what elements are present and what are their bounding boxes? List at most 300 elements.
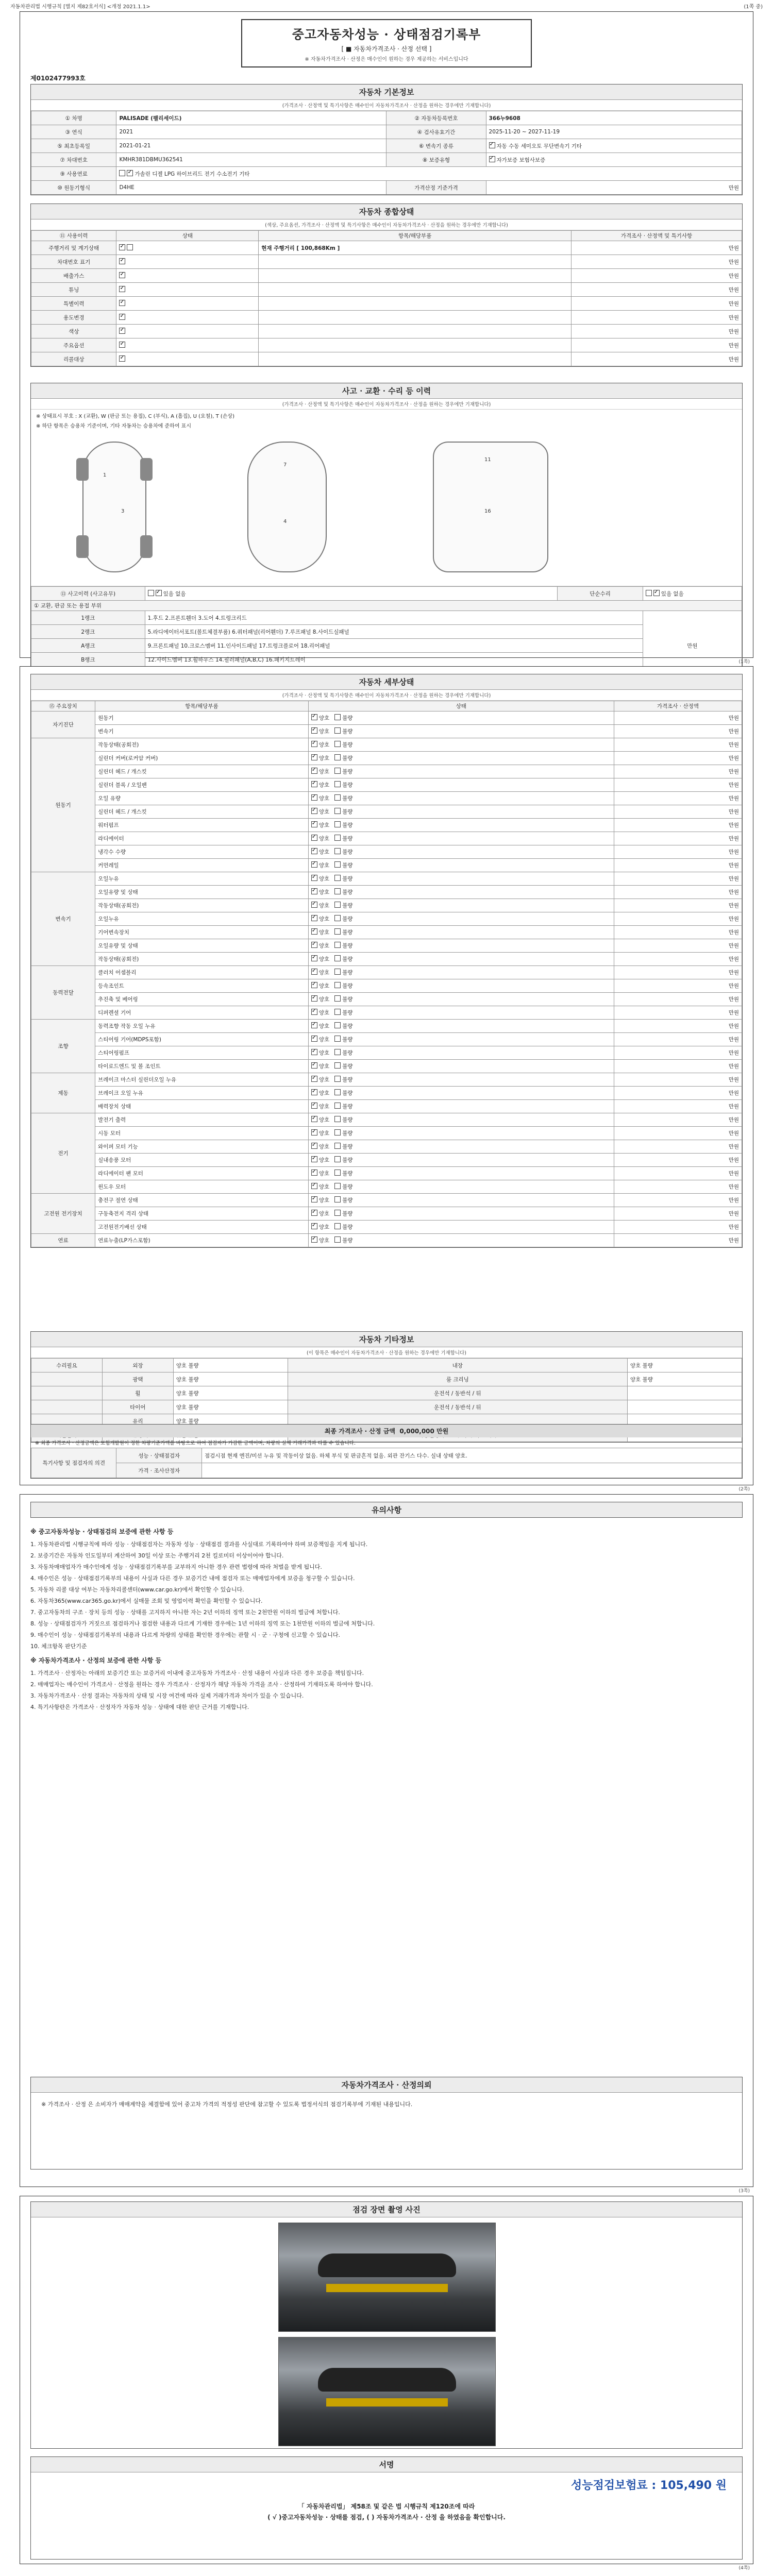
checkbox [334, 1103, 341, 1109]
price-cell: 만원 [614, 765, 742, 778]
state-cell [308, 725, 614, 738]
page-mark: (3쪽) [738, 2189, 750, 2194]
other-cell: 양호 불량 [627, 1372, 742, 1386]
state-cell [116, 325, 259, 338]
state-option: ✓ 양호 [311, 1010, 329, 1016]
state-option: ✓ 양호 [311, 876, 329, 882]
price-cell: 만원 [614, 1100, 742, 1113]
table-row [31, 1167, 742, 1180]
table-row [31, 926, 742, 939]
item-cell [259, 297, 572, 311]
value-fuel: ✓ 가솔린 디젤 LPG 하이브리드 전기 수소전기 기타 [116, 167, 742, 181]
checkbox [119, 170, 125, 176]
checkbox [119, 342, 125, 348]
item-label: 클러치 어셈블리 [95, 966, 309, 979]
item-cell [259, 283, 572, 297]
detail-table [31, 701, 742, 1247]
item-label: 실린더 블록 / 오일팬 [95, 778, 309, 792]
label-first-reg: ⑤ 최초등록일 [31, 139, 116, 153]
checkbox [311, 1143, 317, 1149]
checkbox [334, 942, 341, 948]
state-cell [308, 859, 614, 872]
state-option: ✓ 양호 [311, 1037, 329, 1043]
table-row [31, 587, 742, 601]
price-cell: 만원 [614, 1113, 742, 1127]
item-label: 타이로드엔드 및 볼 조인트 [95, 1060, 309, 1073]
table-header-row [31, 231, 742, 241]
price-cell: 만원 [614, 1234, 742, 1247]
checkbox [334, 1223, 341, 1229]
item-label: 실내송풍 모터 [95, 1154, 309, 1167]
state-option: ✓ 양호 [311, 1211, 329, 1217]
other-cell: 양호 불량 [173, 1414, 288, 1428]
price-cell: 만원 [614, 953, 742, 966]
state-cell [116, 311, 259, 325]
mileage-value: 현재 주행거리 [ 100,868Km ] [259, 241, 572, 255]
checkbox [311, 969, 317, 975]
state-option: 불량 [334, 970, 352, 976]
price-cell: 만원 [614, 899, 742, 912]
device-label: 자기진단 [31, 711, 95, 738]
value-car-name: PALISADE (팰리세이드) [116, 111, 386, 125]
checkbox [334, 1170, 341, 1176]
checkbox [334, 781, 341, 787]
checkbox [334, 1143, 341, 1149]
state-cell [308, 886, 614, 899]
state-option: ✓ 양호 [311, 956, 329, 962]
rank-items: 12.사이드멤버 13.휠하우스 14.필러패널(A,B,C) 16.패키지트레이 [145, 653, 643, 667]
table-row [31, 939, 742, 953]
state-cell [308, 953, 614, 966]
price-cell: 만원 [614, 1060, 742, 1073]
price-cell: 만원 [614, 845, 742, 859]
page-indicator: (1쪽 중) [744, 4, 763, 10]
notice-item: 3. 자동차가격조사 · 산정 결과는 자동차의 상태 및 시장 여건에 따라 실제 거래가격과 차이가 있을 수 있습니다. [30, 1692, 304, 1699]
checkbox [334, 982, 341, 988]
item-label: 실린더 헤드 / 개스킷 [95, 805, 309, 819]
label-year: ③ 연식 [31, 125, 116, 139]
state-option: 불량 [334, 1050, 352, 1056]
signature-line-1: 「 자동차관리법」 제58조 및 같은 법 시행규칙 제120조에 따라 [298, 2503, 475, 2510]
checkbox [311, 1062, 317, 1069]
item-cell [259, 311, 572, 325]
checkbox [119, 258, 125, 264]
checkbox [334, 888, 341, 894]
notice-item: 6. 자동차365(www.car365.go.kr)에서 실매물 조회 및 영업이력 확인을 확인할 수 있습니다. [30, 1597, 263, 1604]
table-row [31, 1127, 742, 1140]
page-mark: (1쪽) [738, 659, 750, 665]
checkbox [311, 1103, 317, 1109]
item-label: 용도변경 [31, 311, 116, 325]
state-option: 불량 [334, 862, 352, 869]
table-row [31, 845, 742, 859]
page-2 [20, 666, 753, 1492]
state-option: 불량 [334, 715, 352, 721]
other-info-note: (이 항목은 매수인이 자동차가격조사 · 산정을 원하는 경우에만 기재합니다) [31, 1347, 742, 1358]
item-label: 리콜대상 [31, 352, 116, 366]
state-option: ✓ 양호 [311, 769, 329, 775]
item-cell [259, 352, 572, 366]
special-text1: 점검시점 현재 엔진/미션 누유 및 작동이상 없음. 하체 부식 및 판금흔적 없음. 외관 잔기스 다수. 실내 상태 양호. [201, 1448, 742, 1463]
table-row [31, 1087, 742, 1100]
checkbox [311, 928, 317, 935]
state-option: ✓ 양호 [311, 1224, 329, 1230]
checkbox [119, 328, 125, 334]
device-label: 동력전달 [31, 966, 95, 1020]
item-label: 커먼레일 [95, 859, 309, 872]
checkbox [334, 1129, 341, 1136]
table-row [31, 1020, 742, 1033]
value-vin: KMHR381DBMU362541 [116, 153, 386, 167]
state-option: ✓ 양호 [311, 1238, 329, 1244]
checkbox [119, 272, 125, 278]
item-label: 구동축전지 격리 상태 [95, 1207, 309, 1221]
checkbox [489, 156, 495, 162]
state-cell [308, 1167, 614, 1180]
rank-items: 1.후드 2.프론트휀더 3.도어 4.트렁크리드 [145, 611, 643, 625]
state-option: ✓ 양호 [311, 822, 329, 828]
checkbox [311, 1076, 317, 1082]
notice-item: 4. 특기사항란은 가격조사 · 산정자가 자동차 성능 · 상태에 대한 판단 근거를 기재합니다. [30, 1703, 249, 1710]
price-cell: 만원 [614, 792, 742, 805]
checkbox [334, 1210, 341, 1216]
state-cell [308, 805, 614, 819]
price-cell: 만원 [614, 1033, 742, 1046]
state-option: 불량 [334, 728, 352, 735]
price-cell: 만원 [614, 1046, 742, 1060]
item-label: 배력장치 상태 [95, 1100, 309, 1113]
checkbox [127, 244, 133, 250]
checkbox [311, 848, 317, 854]
checkbox [119, 244, 125, 250]
price-cell: 만원 [572, 338, 742, 352]
price-cell: 만원 [572, 269, 742, 283]
photo-section [30, 2201, 743, 2449]
value-simple-repair: ✓ 있음 없음 [643, 587, 742, 601]
form-reference-line [10, 2, 763, 9]
other-cell: 양호 불량 [173, 1400, 288, 1414]
item-label: 오일 유량 [95, 792, 309, 805]
other-cell [31, 1400, 103, 1414]
other-cell [31, 1386, 103, 1400]
state-option: ✓ 양호 [311, 889, 329, 895]
checkbox [311, 835, 317, 841]
table-row [31, 255, 742, 269]
table-row [31, 167, 742, 181]
rank-label: B랭크 [31, 653, 145, 667]
state-option: 불량 [334, 782, 352, 788]
device-label: 고전원 전기장치 [31, 1194, 95, 1234]
document-note: ※ 자동차가격조사 · 산정은 매수인이 원하는 경우 제공하는 서비스입니다 [305, 57, 468, 62]
checkbox [334, 808, 341, 814]
checkbox [334, 1009, 341, 1015]
state-cell [308, 979, 614, 993]
notice-heading-2: ※ 자동차가격조사 · 산정의 보증에 관한 사항 등 [30, 1657, 162, 1665]
col-item: 항목/해당부품 [259, 231, 572, 241]
state-cell [308, 752, 614, 765]
checkbox [311, 821, 317, 827]
checkbox [653, 590, 660, 596]
item-cell [259, 255, 572, 269]
value-warranty: ✓ 자가보증 보험사보증 [486, 153, 742, 167]
item-label: 오일누유 [95, 872, 309, 886]
other-cell [627, 1400, 742, 1414]
state-option: 불량 [334, 1197, 352, 1204]
price-cell: 만원 [614, 939, 742, 953]
checkbox [311, 1210, 317, 1216]
item-label: 등속조인트 [95, 979, 309, 993]
state-cell [308, 1127, 614, 1140]
item-label: 실린더 헤드 / 개스킷 [95, 765, 309, 778]
checkbox [334, 928, 341, 935]
price-cell: 만원 [572, 255, 742, 269]
price-cell: 만원 [614, 1207, 742, 1221]
checkbox [311, 888, 317, 894]
state-option: ✓ 양호 [311, 862, 329, 869]
car-diagram: 1 3 7 4 11 16 [31, 431, 742, 586]
notice-body [20, 1518, 753, 1718]
state-option: 불량 [334, 1224, 352, 1230]
other-cell: 양호 불량 [173, 1359, 288, 1372]
device-label: 전기 [31, 1113, 95, 1194]
table-row [31, 859, 742, 872]
state-cell [308, 926, 614, 939]
table-row [31, 653, 742, 667]
item-label: 충전구 절연 상태 [95, 1194, 309, 1207]
table-row [31, 1073, 742, 1087]
state-option: ✓ 양호 [311, 809, 329, 815]
document-number: 제0102477993호 [30, 75, 86, 82]
price-cell: 만원 [614, 1140, 742, 1154]
table-row [31, 153, 742, 167]
price-cell: 만원 [572, 241, 742, 255]
price-cell: 만원 [614, 1127, 742, 1140]
price-cell: 만원 [572, 283, 742, 297]
checkbox [311, 754, 317, 760]
state-cell [308, 1020, 614, 1033]
accident-legend-2: ※ 하단 항목은 승용차 기준이며, 기타 자동차는 승용차에 준하여 표시 [36, 423, 191, 429]
checkbox [127, 170, 133, 176]
state-option: ✓ 양호 [311, 1104, 329, 1110]
item-label: 주행거리 및 계기상태 [31, 241, 116, 255]
state-cell [308, 1033, 614, 1046]
table-row [31, 1448, 742, 1463]
checkbox [334, 821, 341, 827]
table-row [31, 711, 742, 725]
label-inspection-period: ④ 검사유효기간 [386, 125, 486, 139]
other-cell: 외장 [102, 1359, 173, 1372]
document-subtitle: [ ■ 자동차가격조사 · 산정 선택 ] [341, 45, 432, 53]
state-option: ✓ 양호 [311, 755, 329, 761]
accident-note: (가격조사 · 산정액 및 특기사항은 매수인이 자동차가격조사 · 산정을 원하는 경우에만 기재합니다) [31, 399, 742, 410]
other-cell: 수리필요 [31, 1359, 103, 1372]
checkbox [156, 590, 162, 596]
col-state: 상태 [116, 231, 259, 241]
table-row [31, 1207, 742, 1221]
table-row [31, 611, 742, 625]
other-cell: 타이어 [102, 1400, 173, 1414]
price-cell: 만원 [614, 993, 742, 1006]
table-row [31, 1006, 742, 1020]
state-cell [308, 1154, 614, 1167]
notice-list-2 [30, 1669, 743, 1711]
other-cell: 내장 [288, 1359, 627, 1372]
detail-body [31, 711, 742, 1247]
table-row [31, 297, 742, 311]
price-cell: 만원 [614, 1087, 742, 1100]
checkbox [334, 754, 341, 760]
value-engine: D4HE [116, 181, 386, 195]
price-cell: 만원 [614, 805, 742, 819]
state-cell [308, 966, 614, 979]
table-row [31, 993, 742, 1006]
checkbox [334, 902, 341, 908]
accident-title: 사고 · 교환 · 수리 등 이력 [31, 383, 742, 399]
state-cell [308, 912, 614, 926]
state-option: ✓ 양호 [311, 795, 329, 802]
other-cell: 양호 불량 [173, 1372, 288, 1386]
checkbox [334, 1236, 341, 1243]
col-device: ⑮ 주요장치 [31, 701, 95, 711]
item-label: 기어변속장치 [95, 926, 309, 939]
final-price-section [30, 1424, 743, 1479]
item-label: 연료누출(LP가스포함) [95, 1234, 309, 1247]
state-option: ✓ 양호 [311, 1063, 329, 1070]
state-cell [308, 1100, 614, 1113]
request-text: ※ 가격조사 · 산정 은 소비자가 매매계약을 체결함에 있어 중고차 가격의 적정성 판단에 참고할 수 있도록 법정서식의 점검기록부에 기재된 내용입니다. [41, 2101, 413, 2108]
basic-info-note: (가격조사 · 산정액 및 특기사항은 매수인이 자동차가격조사 · 산정을 원하는 경우에만 기재합니다) [31, 100, 742, 111]
state-cell [116, 352, 259, 366]
checkbox [311, 768, 317, 774]
checkbox [311, 861, 317, 868]
price-cell: 만원 [614, 886, 742, 899]
state-option: ✓ 양호 [311, 1050, 329, 1056]
rank-items: 9.프론트패널 10.크로스멤버 11.인사이드패널 17.트렁크플로어 18.리어패널 [145, 639, 643, 653]
table-row [31, 269, 742, 283]
other-cell: 양호 불량 [173, 1386, 288, 1400]
state-option: ✓ 양호 [311, 1144, 329, 1150]
price-cell: 만원 [614, 912, 742, 926]
value-accident: ✓ 있음 없음 [145, 587, 558, 601]
item-label: 스티어링펌프 [95, 1046, 309, 1060]
item-label: 라디에이터 팬 모터 [95, 1167, 309, 1180]
checkbox [334, 741, 341, 747]
state-option: 불량 [334, 849, 352, 855]
price-cell: 만원 [572, 311, 742, 325]
device-label: 제동 [31, 1073, 95, 1113]
device-label: 조향 [31, 1020, 95, 1073]
col-price: 가격조사 · 산정액 [614, 701, 742, 711]
final-price-note: ※ 최종 가격조사 · 산정금액은 보험개발원이 정한 차량기준가액을 바탕으로 하여 점검자가 가감한 금액이며, 차량의 실제 거래가격과 다를 수 있습니다. [35, 1440, 356, 1446]
panel-heading: ① 교환, 판금 또는 용접 부위 [31, 601, 742, 611]
page-mark: (2쪽) [738, 1487, 750, 1492]
overall-status-note: (색상, 주요옵션, 가격조사 · 산정액 및 특기사항은 매수인이 자동차가격조사 · 산정을 원하는 경우에만 기재합니다) [31, 219, 742, 230]
price-cell: 만원 [572, 352, 742, 366]
form-reference: 자동차관리법 시행규칙 [별지 제82호서식] <개정 2021.1.1> [10, 4, 150, 10]
notice-item: 9. 매수인이 성능 · 상태점검기록부의 내용과 다르게 차량의 상태를 확인한 경우에는 관할 시 · 군 · 구청에 신고할 수 있습니다. [30, 1631, 340, 1638]
state-option: 불량 [334, 809, 352, 815]
table-row [31, 1400, 742, 1414]
signature-section [30, 2456, 743, 2560]
table-row [31, 765, 742, 778]
table-row [31, 111, 742, 125]
checkbox [311, 1236, 317, 1243]
state-option: ✓ 양호 [311, 943, 329, 949]
notice-item: 7. 중고자동차의 구조 · 장치 등의 성능 · 상태를 고지하지 아니한 자는 2년 이하의 징역 또는 2천만원 이하의 벌금에 처합니다. [30, 1608, 340, 1616]
item-label: 작동상태(공회전) [95, 738, 309, 752]
final-price-banner: 최종 가격조사 · 산정 금액 0,000,000 만원 [31, 1425, 742, 1437]
state-cell [308, 1046, 614, 1060]
other-cell: 휠 [102, 1386, 173, 1400]
rank-label: 2랭크 [31, 625, 145, 639]
checkbox [334, 714, 341, 720]
state-cell [308, 1180, 614, 1194]
state-cell [308, 765, 614, 778]
table-row [31, 966, 742, 979]
item-label: 라디에이터 [95, 832, 309, 845]
table-row [31, 912, 742, 926]
checkbox [334, 1183, 341, 1189]
checkbox [148, 590, 154, 596]
notice-title: 유의사항 [30, 1502, 743, 1518]
checkbox [334, 969, 341, 975]
item-label: 오일누유 [95, 912, 309, 926]
table-row [31, 1033, 742, 1046]
checkbox [311, 995, 317, 1002]
label-engine: ⑩ 원동기형식 [31, 181, 116, 195]
inspection-photo-rear [278, 2337, 496, 2446]
inspection-photo-front [278, 2223, 496, 2332]
col-item: 항목/해당부품 [95, 701, 309, 711]
price-cell: 만원 [614, 1006, 742, 1020]
accident-legend: ※ 상태표시 부호 : X (교환), W (판금 또는 용접), C (부식), A (흠집), U (요철), T (손상) [36, 414, 235, 419]
checkbox [311, 875, 317, 881]
checkbox [311, 1049, 317, 1055]
special-sub2: 가격 · 조사산정자 [116, 1463, 201, 1478]
checkbox [334, 1076, 341, 1082]
checkbox [334, 1116, 341, 1122]
table-row [31, 241, 742, 255]
state-option: 불량 [334, 983, 352, 989]
state-option: ✓ 양호 [311, 836, 329, 842]
rank-label: 1랭크 [31, 611, 145, 625]
item-label: 색상 [31, 325, 116, 338]
special-text2 [201, 1463, 742, 1478]
table-row [31, 1234, 742, 1247]
table-row [31, 805, 742, 819]
table-row [31, 1463, 742, 1478]
state-cell [308, 939, 614, 953]
table-row [31, 1113, 742, 1127]
table-row [31, 752, 742, 765]
other-cell: 광택 [102, 1372, 173, 1386]
table-row [31, 338, 742, 352]
table-row [31, 625, 742, 639]
price-cell: 만원 [614, 778, 742, 792]
rank-items: 5.라디에이터서포트(볼트체결부품) 6.쿼터패널(리어휀더) 7.루프패널 8.사이드실패널 [145, 625, 643, 639]
item-label: 브레이크 오일 누유 [95, 1087, 309, 1100]
state-option: 불량 [334, 1238, 352, 1244]
table-row [31, 352, 742, 366]
state-cell [116, 269, 259, 283]
state-option: ✓ 양호 [311, 1090, 329, 1096]
state-option: 불량 [334, 1037, 352, 1043]
checkbox [311, 982, 317, 988]
state-option: 불량 [334, 742, 352, 748]
price-cell: 만원 [614, 1073, 742, 1087]
state-option: 불량 [334, 1184, 352, 1190]
price-cell: 만원 [572, 325, 742, 338]
